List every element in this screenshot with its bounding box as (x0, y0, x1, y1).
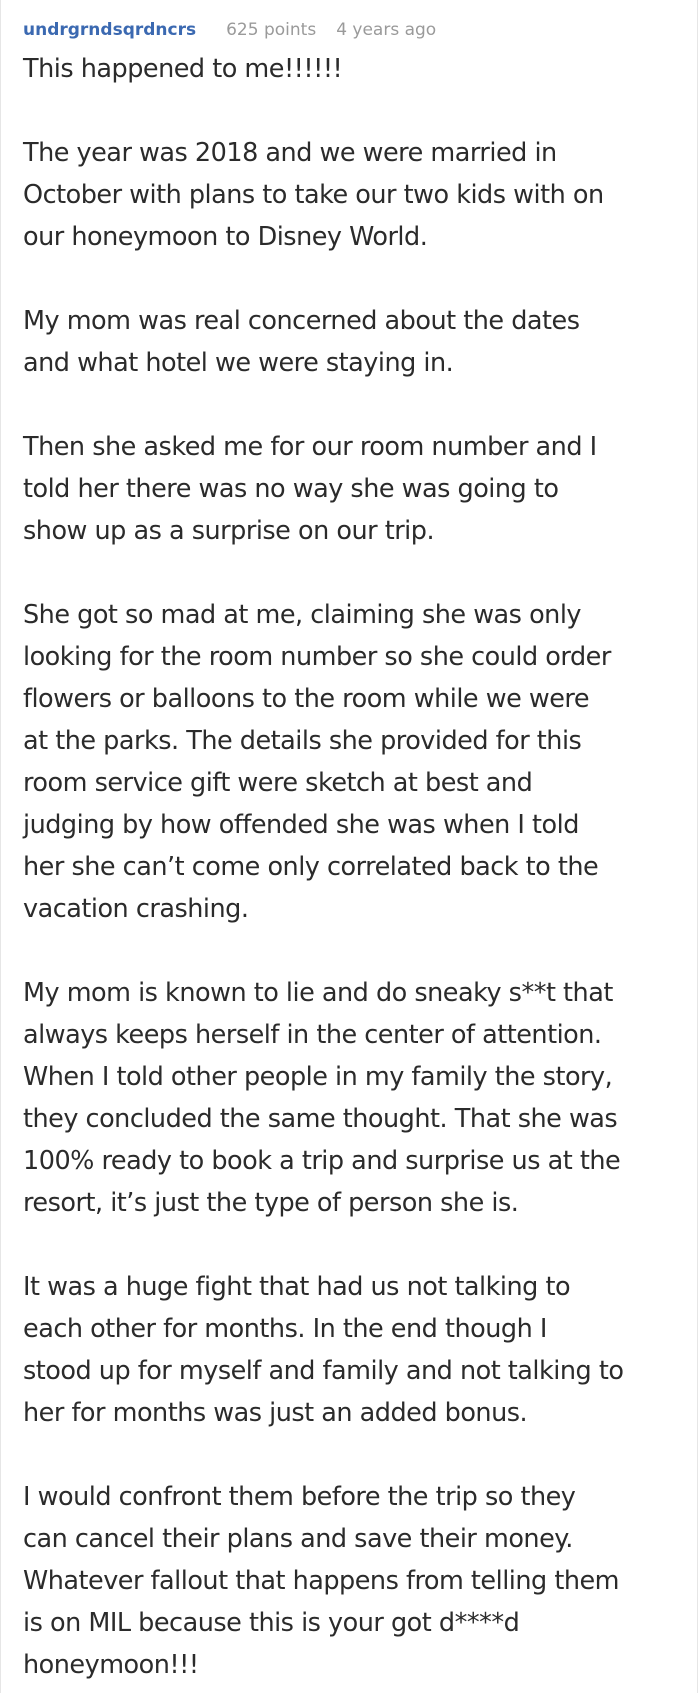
comment-text-line: The year was 2018 and we were married in (23, 138, 557, 168)
comment-text-line: October with plans to take our two kids with on (23, 180, 604, 210)
comment-text-line: This happened to me!!!!!! (23, 54, 343, 84)
comment-text-line: Whatever fallout that happens from telling them (23, 1566, 620, 1596)
comment-text-line: at the parks. The details she provided for this (23, 726, 582, 756)
comment-paragraph (23, 48, 673, 90)
comment-paragraph (23, 1266, 673, 1434)
comment-text-line: her for months was just an added bonus. (23, 1398, 528, 1428)
username-link[interactable]: undrgrndsqrdncrs (23, 20, 197, 40)
comment-text-line: and what hotel we were staying in. (23, 348, 454, 378)
comment-text-line: My mom was real concerned about the dates (23, 306, 580, 336)
comment-text-line: honeymoon!!! (23, 1650, 199, 1680)
comment-paragraph (23, 594, 673, 930)
comment-text-line: judging by how offended she was when I told (23, 810, 579, 840)
comment-text-line: told her there was no way she was going to (23, 474, 559, 504)
points-count: 625 points (226, 20, 317, 40)
comment-text-line: It was a huge fight that had us not talking to (23, 1272, 571, 1302)
timestamp: 4 years ago (336, 20, 437, 40)
comment-text-line: always keeps herself in the center of attention. (23, 1020, 602, 1050)
comment-paragraph (23, 426, 673, 552)
comment-text-line: they concluded the same thought. That she was (23, 1104, 618, 1134)
comment-text-line: Then she asked me for our room number and I (23, 432, 597, 462)
comment-paragraph (23, 1476, 673, 1686)
comment-body (23, 48, 673, 1686)
comment-text-line: can cancel their plans and save their money. (23, 1524, 573, 1554)
comment-text-line: She got so mad at me, claiming she was only (23, 600, 582, 630)
comment-meta (23, 18, 436, 42)
comment-text-line: When I told other people in my family the story, (23, 1062, 613, 1092)
comment-text-line: vacation crashing. (23, 894, 249, 924)
comment-text-line: flowers or balloons to the room while we were (23, 684, 590, 714)
comment-text-line: each other for months. In the end though I (23, 1314, 547, 1344)
comment-text-line: is on MIL because this is your got d****d (23, 1608, 520, 1638)
comment-text-line: I would confront them before the trip so they (23, 1482, 576, 1512)
comment-paragraph (23, 972, 673, 1224)
comment-text-line: show up as a surprise on our trip. (23, 516, 435, 546)
comment-text-line: stood up for myself and family and not talking to (23, 1356, 624, 1386)
comment-text-line: her she can’t come only correlated back to the (23, 852, 599, 882)
comment-text-line: our honeymoon to Disney World. (23, 222, 428, 252)
comment-paragraph (23, 300, 673, 384)
comment-text-line: 100% ready to book a trip and surprise us at the (23, 1146, 621, 1176)
comment-text-line: room service gift were sketch at best and (23, 768, 533, 798)
comment-text-line: resort, it’s just the type of person she is. (23, 1188, 519, 1218)
comment-text-line: My mom is known to lie and do sneaky s**t that (23, 978, 613, 1008)
comment-text-line: looking for the room number so she could order (23, 642, 611, 672)
comment-paragraph (23, 132, 673, 258)
